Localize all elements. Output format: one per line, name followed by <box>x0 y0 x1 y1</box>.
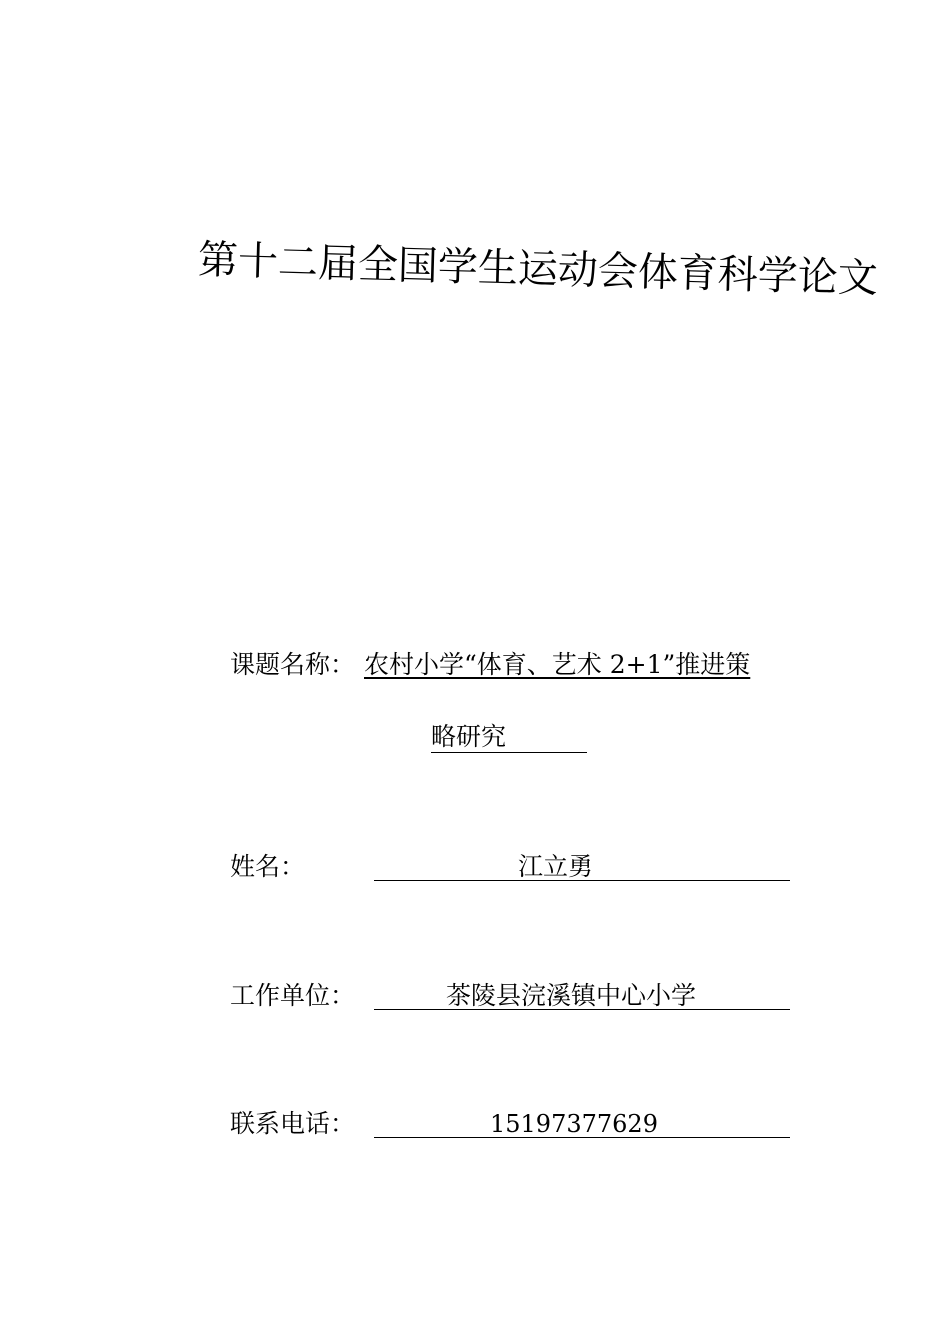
topic-value-line-2: 略研究 <box>431 720 587 753</box>
name-label: 姓名： <box>230 852 306 881</box>
org-value: 茶陵县浣溪镇中心小学 <box>446 981 697 1010</box>
topic-label: 课题名称： <box>230 650 356 679</box>
phone-value: 15197377629 <box>490 1110 658 1138</box>
topic-value-line-1: 农村小学“体育、艺术 2+1”推进策 <box>364 650 751 679</box>
org-label: 工作单位： <box>230 981 356 1010</box>
name-value: 江立勇 <box>518 852 594 881</box>
document-title: 第十二届全国学生运动会体育科学论文 <box>197 237 879 302</box>
phone-label: 联系电话： <box>230 1109 356 1138</box>
